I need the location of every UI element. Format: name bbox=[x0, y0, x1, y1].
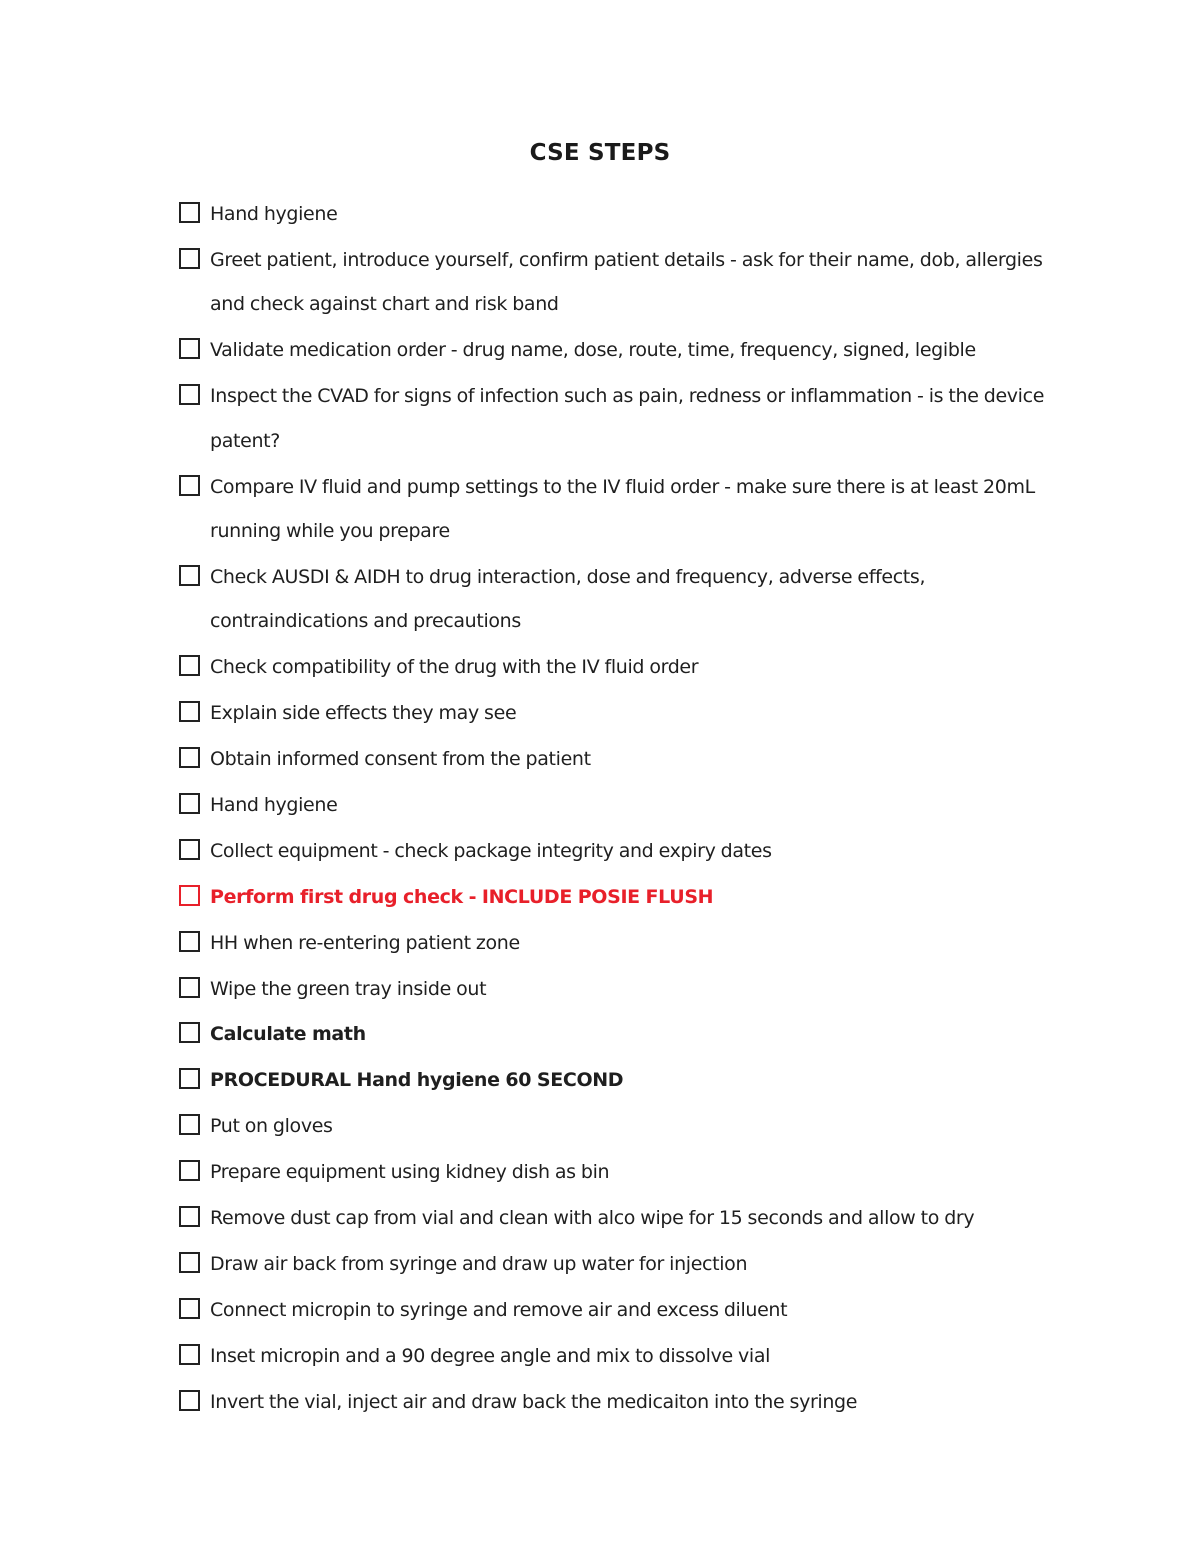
checkbox-icon[interactable] bbox=[179, 1252, 200, 1273]
checklist-item-text: Hand hygiene bbox=[210, 203, 338, 225]
checkbox-icon[interactable] bbox=[179, 1022, 200, 1043]
checkbox-icon[interactable] bbox=[179, 1298, 200, 1319]
checklist-item bbox=[178, 192, 1058, 237]
page-title: CSE STEPS bbox=[529, 140, 671, 166]
checklist-item-text: Validate medication order - drug name, dose, route, time, frequency, signed, legible bbox=[210, 339, 976, 362]
checklist-item-text: Hand hygiene bbox=[210, 794, 338, 817]
checklist-item-text: Check compatibility of the drug with the IV fluid order bbox=[210, 656, 699, 679]
checklist-item-text: Prepare equipment using kidney dish as bin bbox=[210, 1161, 610, 1184]
checklist-item bbox=[178, 1196, 1058, 1241]
checkbox-icon[interactable] bbox=[179, 1160, 200, 1181]
checkbox-icon[interactable] bbox=[179, 839, 200, 860]
checklist-item bbox=[178, 921, 1058, 966]
checklist-item-text: Remove dust cap from vial and clean with alco wipe for 15 seconds and allow to dry bbox=[210, 1207, 975, 1230]
checklist-item bbox=[178, 737, 1058, 782]
checklist-item bbox=[178, 1104, 1058, 1149]
checklist-item bbox=[178, 1150, 1058, 1195]
checklist-item-text: Put on gloves bbox=[210, 1115, 333, 1138]
checklist-item-text: Draw air back from syringe and draw up water for injection bbox=[210, 1252, 748, 1275]
checkbox-icon[interactable] bbox=[179, 565, 200, 586]
checklist-item-text: Obtain informed consent from the patient bbox=[210, 748, 591, 771]
checkbox-icon[interactable] bbox=[179, 1206, 200, 1227]
checklist-item bbox=[178, 1334, 1058, 1379]
checklist-item-text: Explain side effects they may see bbox=[210, 702, 517, 725]
checkbox-icon[interactable] bbox=[179, 248, 200, 269]
checklist-item bbox=[178, 328, 1058, 373]
checkbox-icon[interactable] bbox=[179, 931, 200, 952]
checklist-item-text: Check AUSDI & AIDH to drug interaction, dose and frequency, adverse effects, contraindications and precautions bbox=[210, 565, 926, 633]
checklist-item bbox=[178, 645, 1058, 690]
checklist-item bbox=[178, 238, 1058, 327]
checklist-item bbox=[178, 1380, 1058, 1425]
checkbox-icon[interactable] bbox=[179, 747, 200, 768]
checkbox-icon[interactable] bbox=[179, 655, 200, 676]
checklist-item bbox=[178, 1288, 1058, 1333]
checklist-item-text: Collect equipment - check package integrity and expiry dates bbox=[210, 839, 772, 862]
checklist-item bbox=[178, 1012, 1058, 1057]
checkbox-icon[interactable] bbox=[179, 202, 200, 223]
checklist-item bbox=[178, 875, 1058, 920]
checkbox-icon[interactable] bbox=[179, 338, 200, 359]
checklist-item bbox=[178, 829, 1058, 874]
checklist-item bbox=[178, 967, 1058, 1012]
checkbox-icon[interactable] bbox=[179, 475, 200, 496]
checklist-item-text: Inspect the CVAD for signs of infection such as pain, redness or inflammation - is the device patent? bbox=[210, 385, 1045, 452]
checklist-item bbox=[178, 555, 1058, 644]
checklist-item-text: Inset micropin and a 90 degree angle and mix to dissolve vial bbox=[210, 1344, 771, 1367]
checklist-item bbox=[178, 783, 1058, 828]
checkbox-icon[interactable] bbox=[179, 885, 200, 906]
checklist-item bbox=[178, 691, 1058, 736]
checklist-item-text: Connect micropin to syringe and remove air and excess diluent bbox=[210, 1298, 788, 1321]
checkbox-icon[interactable] bbox=[179, 1114, 200, 1135]
checklist-item bbox=[178, 374, 1058, 463]
checklist-item-text: Wipe the green tray inside out bbox=[210, 977, 487, 1000]
checkbox-icon[interactable] bbox=[179, 701, 200, 722]
checklist-item bbox=[178, 1242, 1058, 1287]
checklist-item-text: Perform first drug check - INCLUDE POSIE FLUSH bbox=[210, 885, 714, 908]
checklist-item bbox=[178, 1058, 1058, 1103]
checkbox-icon[interactable] bbox=[179, 977, 200, 998]
checkbox-icon[interactable] bbox=[179, 1068, 200, 1089]
checkbox-icon[interactable] bbox=[179, 793, 200, 814]
checklist-item-text: HH when re-entering patient zone bbox=[210, 931, 520, 954]
checklist-item bbox=[178, 465, 1058, 554]
checklist bbox=[178, 192, 1058, 1425]
checklist-item-text: Invert the vial, inject air and draw back the medicaiton into the syringe bbox=[210, 1390, 858, 1413]
checkbox-icon[interactable] bbox=[179, 1344, 200, 1365]
checklist-item-text: Calculate math bbox=[210, 1023, 366, 1046]
checklist-item-text: Greet patient, introduce yourself, confirm patient details - ask for their name, dob, allergies and check against chart and risk band bbox=[210, 248, 1043, 316]
checkbox-icon[interactable] bbox=[179, 1390, 200, 1411]
checklist-item-text: Compare IV fluid and pump settings to the IV fluid order - make sure there is at least 20mL running while you prepare bbox=[210, 475, 1035, 543]
checkbox-icon[interactable] bbox=[179, 384, 200, 405]
checklist-item-text: PROCEDURAL Hand hygiene 60 SECOND bbox=[210, 1069, 624, 1092]
